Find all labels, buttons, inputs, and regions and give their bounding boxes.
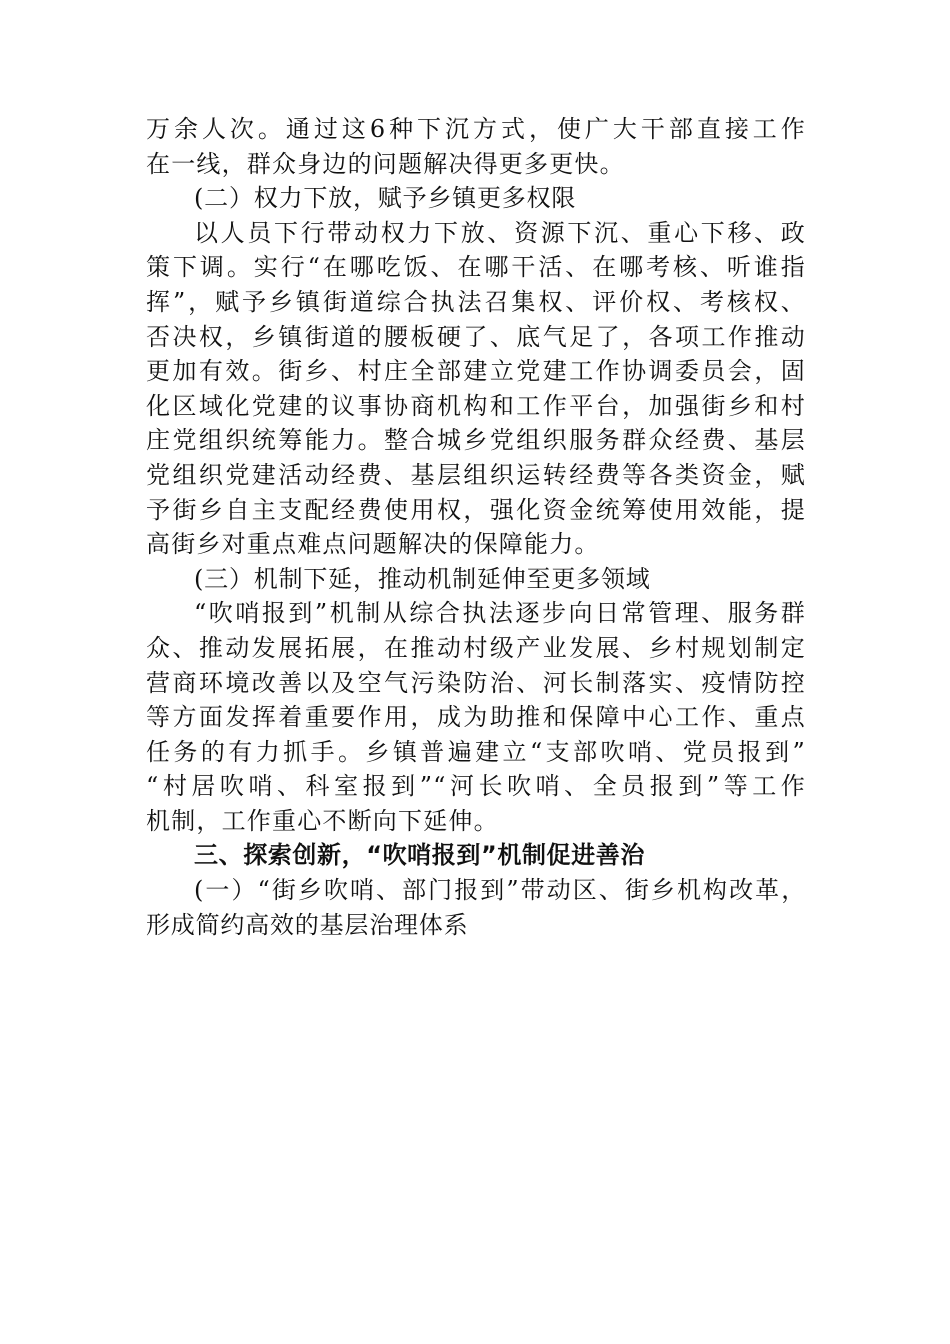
section-subheading-3: (三）机制下延，推动机制延伸至更多领域: [194, 564, 651, 593]
paragraph-line-8: 更加有效。街乡、村庄全部建立党建工作协调委员会，固: [146, 357, 806, 386]
section-subheading-2: (二）权力下放，赋予乡镇更多权限: [194, 184, 577, 213]
paragraph-line-17: 营商环境改善以及空气污染防治、河长制落实、疫情防控: [146, 668, 806, 697]
paragraph-line-7: 否决权，乡镇街道的腰板硬了、底气足了，各项工作推动: [146, 322, 806, 351]
paragraph-line-19: 任务的有力抓手。乡镇普遍建立“支部吹哨、党员报到”: [146, 737, 806, 766]
paragraph-line-11: 党组织党建活动经费、基层组织运转经费等各类资金，赋: [146, 460, 806, 489]
paragraph-line-16: 众、推动发展拓展，在推动村级产业发展、乡村规划制定: [146, 633, 806, 662]
paragraph-line-20: “村居吹哨、科室报到”“河长吹哨、全员报到”等工作: [146, 772, 806, 801]
section-heading-3: 三、探索创新，“吹哨报到”机制促进善治: [194, 841, 645, 870]
paragraph-line-5: 策下调。实行“在哪吃饭、在哪干活、在哪考核、听谁指: [146, 253, 806, 282]
paragraph-line-9: 化区域化党建的议事协商机构和工作平台，加强街乡和村: [146, 391, 806, 420]
section-subheading-1-line-1: (一）“街乡吹哨、部门报到”带动区、街乡机构改革，: [194, 876, 806, 905]
paragraph-line-1: 万余人次。通过这6种下沉方式，使广大干部直接工作: [146, 115, 806, 143]
paragraph-line-13: 高街乡对重点难点问题解决的保障能力。: [146, 530, 600, 559]
section-subheading-1-line-2: 形成简约高效的基层治理体系: [146, 910, 469, 939]
paragraph-line-12: 予街乡自主支配经费使用权，强化资金统筹使用效能，提: [146, 495, 806, 524]
paragraph-line-15: “吹哨报到”机制从综合执法逐步向日常管理、服务群: [194, 599, 806, 628]
paragraph-line-4: 以人员下行带动权力下放、资源下沉、重心下移、政: [194, 218, 806, 247]
paragraph-line-2: 在一线，群众身边的问题解决得更多更快。: [146, 149, 625, 178]
paragraph-line-6: 挥”，赋予乡镇街道综合执法召集权、评价权、考核权、: [146, 287, 806, 316]
paragraph-line-21: 机制，工作重心不断向下延伸。: [146, 806, 499, 835]
paragraph-line-10: 庄党组织统筹能力。整合城乡党组织服务群众经费、基层: [146, 426, 806, 455]
document-page: [146, 112, 806, 942]
paragraph-line-18: 等方面发挥着重要作用，成为助推和保障中心工作、重点: [146, 703, 806, 732]
